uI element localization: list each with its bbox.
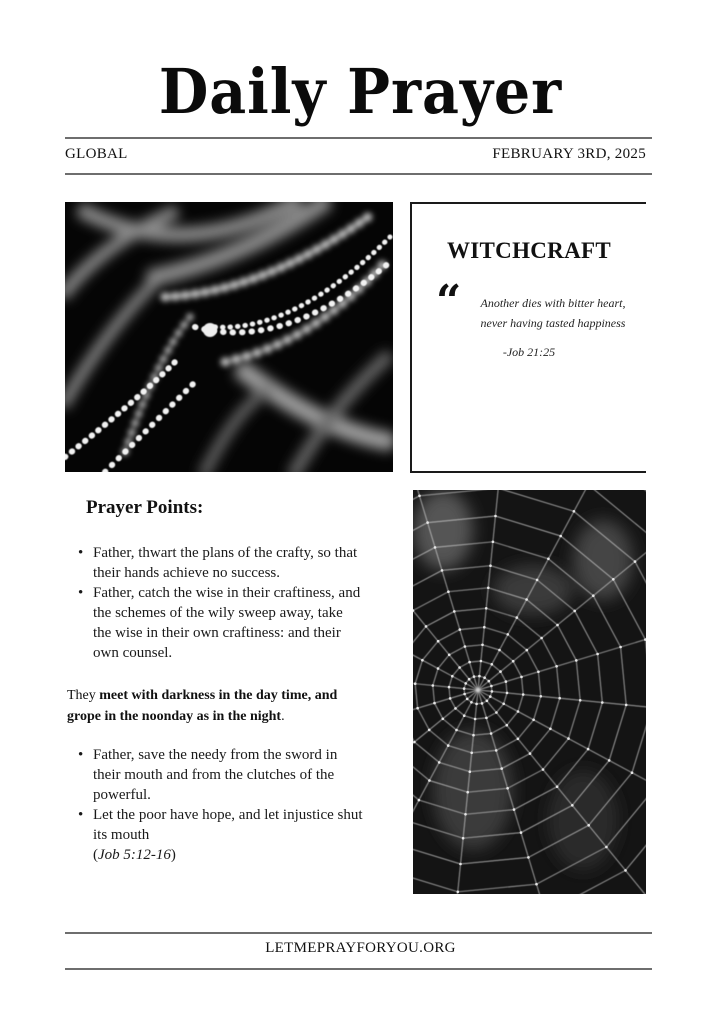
date-label: FEBRUARY 3RD, 2025 <box>492 146 646 162</box>
dew-drop <box>489 564 492 567</box>
dew-drop <box>451 675 454 678</box>
dew-drop <box>473 675 476 678</box>
verse-bold: meet with darkness in the day time, and grope in the noonday as in the night <box>67 688 338 724</box>
dew-drop <box>457 891 460 894</box>
dew-drop <box>513 808 516 811</box>
quote-mark-icon: “ <box>436 276 462 327</box>
dew-drop <box>540 637 543 640</box>
prayer-points-list-2 <box>74 745 364 865</box>
list-item <box>74 583 364 663</box>
dew-drop <box>442 718 445 721</box>
dew-drop <box>491 690 494 693</box>
dew-drop <box>463 687 466 690</box>
dew-drop <box>492 541 495 544</box>
dew-drop <box>517 738 520 741</box>
bullet-icon: • <box>78 585 84 601</box>
dew-drop <box>449 697 452 700</box>
dew-drop <box>506 787 509 790</box>
dew-drop <box>555 665 558 668</box>
dew-drop <box>448 654 451 657</box>
dew-drop <box>612 578 615 581</box>
dew-drop <box>434 546 437 549</box>
dew-drop <box>474 718 477 721</box>
dew-drop <box>490 732 493 735</box>
dew-drop <box>520 831 523 834</box>
dew-drop <box>437 667 440 670</box>
dew-drop <box>481 644 484 647</box>
dew-drop <box>489 695 492 698</box>
masthead-title: Daily Prayer <box>158 55 563 128</box>
dew-drop <box>463 693 466 696</box>
quote-line-2: never having tasted happiness <box>480 316 626 330</box>
dew-drop <box>575 659 578 662</box>
dew-drop <box>498 649 501 652</box>
prayer-points-heading: Prayer Points: <box>86 497 204 518</box>
dew-drop <box>428 779 431 782</box>
dew-drop <box>573 510 576 513</box>
dew-drop <box>558 697 561 700</box>
list-item <box>74 543 364 583</box>
dew-drop <box>447 744 450 747</box>
list-item-text: Father, thwart the plans of the crafty, so that their hands achieve no success. <box>93 545 358 581</box>
dew-drop <box>478 675 481 678</box>
dew-drop <box>571 804 574 807</box>
dew-drop <box>464 682 467 685</box>
dew-drop <box>491 663 494 666</box>
dew-drop <box>447 590 450 593</box>
dew-drop <box>416 707 419 710</box>
verse-lead: They <box>67 688 100 703</box>
dew-drop <box>525 598 528 601</box>
dew-drop <box>464 813 467 816</box>
verse-tail: . <box>281 709 285 724</box>
prayer-points-list-1 <box>74 543 364 663</box>
dew-drop <box>428 729 431 732</box>
dew-drop <box>462 837 465 840</box>
dew-drop <box>486 700 489 703</box>
header-rule-top <box>65 137 652 139</box>
dew-drop <box>468 678 471 681</box>
dew-drop <box>441 569 444 572</box>
dew-drop <box>573 610 576 613</box>
quote-box-title: WITCHCRAFT <box>446 238 611 263</box>
dew-drop <box>494 515 497 518</box>
dew-drop <box>418 495 421 498</box>
dew-drop <box>459 863 462 866</box>
dew-drop <box>596 653 599 656</box>
dew-drop <box>495 749 498 752</box>
region-label: GLOBAL <box>65 146 128 162</box>
dew-drop <box>529 752 532 755</box>
dew-drop <box>549 728 552 731</box>
dew-drop <box>532 719 535 722</box>
dew-drop <box>505 680 508 683</box>
dew-drop <box>587 824 590 827</box>
dew-drop <box>414 682 417 685</box>
dew-drop <box>488 680 491 683</box>
dew-drop <box>453 610 456 613</box>
dew-drop <box>587 748 590 751</box>
dew-drop <box>634 560 637 563</box>
dew-drop <box>458 666 461 669</box>
dew-drop <box>485 607 488 610</box>
dew-drop <box>432 684 435 687</box>
quote-line-1: Another dies with bitter heart, <box>480 296 626 310</box>
dew-drop <box>481 702 484 705</box>
quote-reference: -Job 21:25 <box>502 345 556 359</box>
spider-web-photo <box>413 490 646 894</box>
dew-drop <box>535 883 538 886</box>
list-item-text: Father, catch the wise in their craftiness, and the schemes of the wily sweep away, take the wise in their own craftiness: and their own counsel. <box>93 585 361 661</box>
dew-drop <box>483 626 486 629</box>
dew-drop <box>547 558 550 561</box>
dew-drop <box>470 752 473 755</box>
dew-drop <box>619 646 622 649</box>
citation <box>93 847 176 863</box>
bullet-icon: • <box>78 747 84 763</box>
dew-drop <box>483 676 486 679</box>
footer-rule-bottom <box>65 968 652 970</box>
list-item-text: Father, save the needy from the sword in their mouth and from the clutches of the powerful. <box>93 747 338 803</box>
header-rule-bottom <box>65 173 652 175</box>
scripture-verse <box>67 685 367 727</box>
dew-drop <box>495 711 498 714</box>
dew-drop <box>507 633 510 636</box>
dew-drop <box>625 704 628 707</box>
quote-text <box>470 293 636 333</box>
bullet-icon: • <box>78 807 84 823</box>
dew-drop <box>559 535 562 538</box>
dew-drop <box>567 737 570 740</box>
dew-drop <box>466 791 469 794</box>
dew-drop <box>469 770 472 773</box>
dew-drop <box>556 785 559 788</box>
dew-drop <box>579 699 582 702</box>
dew-drop <box>421 659 424 662</box>
dew-drop <box>487 587 490 590</box>
dew-drop <box>537 671 540 674</box>
citation-close: ) <box>170 847 176 863</box>
dew-drop <box>485 717 488 720</box>
footer-rule-top <box>65 932 652 934</box>
dew-drop <box>506 724 509 727</box>
featured-quote-box <box>410 202 646 473</box>
dew-drop <box>631 771 634 774</box>
dew-drop <box>601 701 604 704</box>
dew-drops-image <box>65 202 393 472</box>
dew-drop <box>512 660 515 663</box>
dew-drop <box>592 594 595 597</box>
dew-drop <box>527 856 530 859</box>
list-item-text: Let the poor have hope, and let injustice shut its mouth <box>93 807 363 843</box>
dew-drop <box>556 624 559 627</box>
dew-drop <box>463 714 466 717</box>
dew-drop <box>454 707 457 710</box>
list-item <box>74 805 364 865</box>
dew-drop <box>418 799 421 802</box>
dew-drop <box>433 702 436 705</box>
dew-drop <box>536 579 539 582</box>
dew-drop <box>624 869 627 872</box>
dew-drop <box>426 521 429 524</box>
dew-drop <box>472 734 475 737</box>
dew-drop <box>464 645 467 648</box>
list-item <box>74 745 364 805</box>
dew-drop <box>437 640 440 643</box>
dew-drop <box>413 741 416 744</box>
dew-drop <box>502 703 505 706</box>
dew-drop <box>526 649 529 652</box>
dew-drop <box>438 761 441 764</box>
citation-open: ( <box>93 847 98 863</box>
dew-drop <box>605 846 608 849</box>
dew-drop <box>608 759 611 762</box>
dew-drop <box>490 685 493 688</box>
dew-drop <box>466 698 469 701</box>
citation-ref: Job 5:12-16 <box>98 847 171 863</box>
dew-drop <box>448 686 451 689</box>
dew-drop <box>542 768 545 771</box>
dew-drops-photo <box>65 202 393 472</box>
dew-drop <box>470 701 473 704</box>
spider-web-image <box>413 490 646 894</box>
dew-drop <box>506 692 509 695</box>
dew-drop <box>540 695 543 698</box>
dew-drop <box>475 703 478 706</box>
dew-drop <box>425 625 428 628</box>
dew-drop <box>459 628 462 631</box>
dew-drop <box>468 661 471 664</box>
dew-drop <box>455 729 458 732</box>
dew-drop <box>522 693 525 696</box>
dew-drop <box>500 767 503 770</box>
footer-website: LETMEPRAYFORYOU.ORG <box>265 940 456 956</box>
bullet-icon: • <box>78 545 84 561</box>
dew-drop <box>516 616 519 619</box>
dew-drop <box>517 710 520 713</box>
dew-drop <box>499 670 502 673</box>
dew-drop <box>520 676 523 679</box>
dew-drop <box>480 660 483 663</box>
